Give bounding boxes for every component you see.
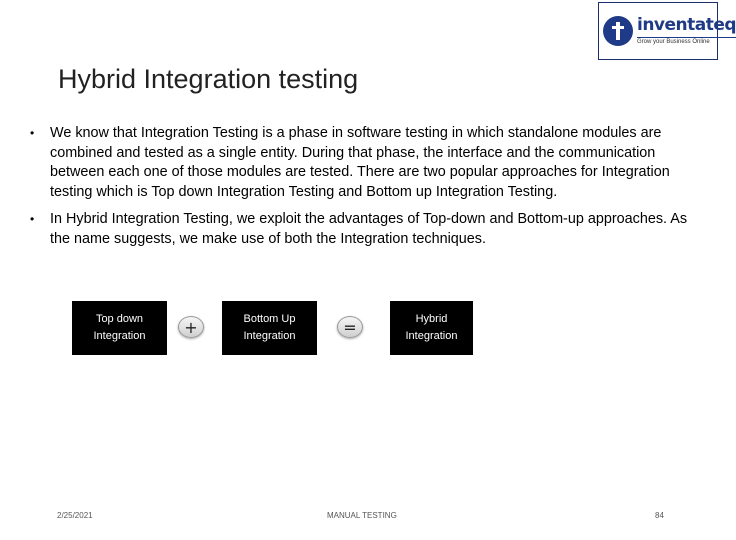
footer-title: MANUAL TESTING bbox=[327, 511, 397, 520]
footer-date: 2/25/2021 bbox=[57, 511, 93, 520]
logo-tagline: Grow your Business Online bbox=[637, 37, 736, 45]
bullet-item: • In Hybrid Integration Testing, we exploit the advantages of Top-down and Bottom-up approaches. As the name suggests, we make use of both the Integration techniques. bbox=[30, 210, 702, 249]
bullet-item: • We know that Integration Testing is a phase in software testing in which standalone modules are combined and tested as a single entity. During that phase, the interface and the communication between each one of those modules are tested. There are two popular approaches for Integration testing which is Top down Integration Testing and Bottom up Integration Testing. bbox=[30, 124, 702, 202]
top-down-label: Top down Integration bbox=[93, 313, 146, 342]
page-number: 84 bbox=[655, 511, 664, 520]
top-down-box bbox=[72, 301, 167, 355]
logo-icon bbox=[603, 16, 633, 46]
company-logo bbox=[598, 2, 736, 60]
bottom-up-box bbox=[222, 301, 317, 355]
logo-wordmark: inventateq bbox=[637, 15, 736, 35]
hybrid-box bbox=[390, 301, 473, 355]
bullet-list bbox=[30, 124, 702, 258]
equals-icon: = bbox=[337, 316, 363, 338]
hybrid-label: Hybrid Integration bbox=[405, 313, 458, 342]
plus-icon: + bbox=[178, 316, 204, 338]
slide-title: Hybrid Integration testing bbox=[58, 64, 359, 94]
bottom-up-label: Bottom Up Integration bbox=[243, 313, 296, 342]
